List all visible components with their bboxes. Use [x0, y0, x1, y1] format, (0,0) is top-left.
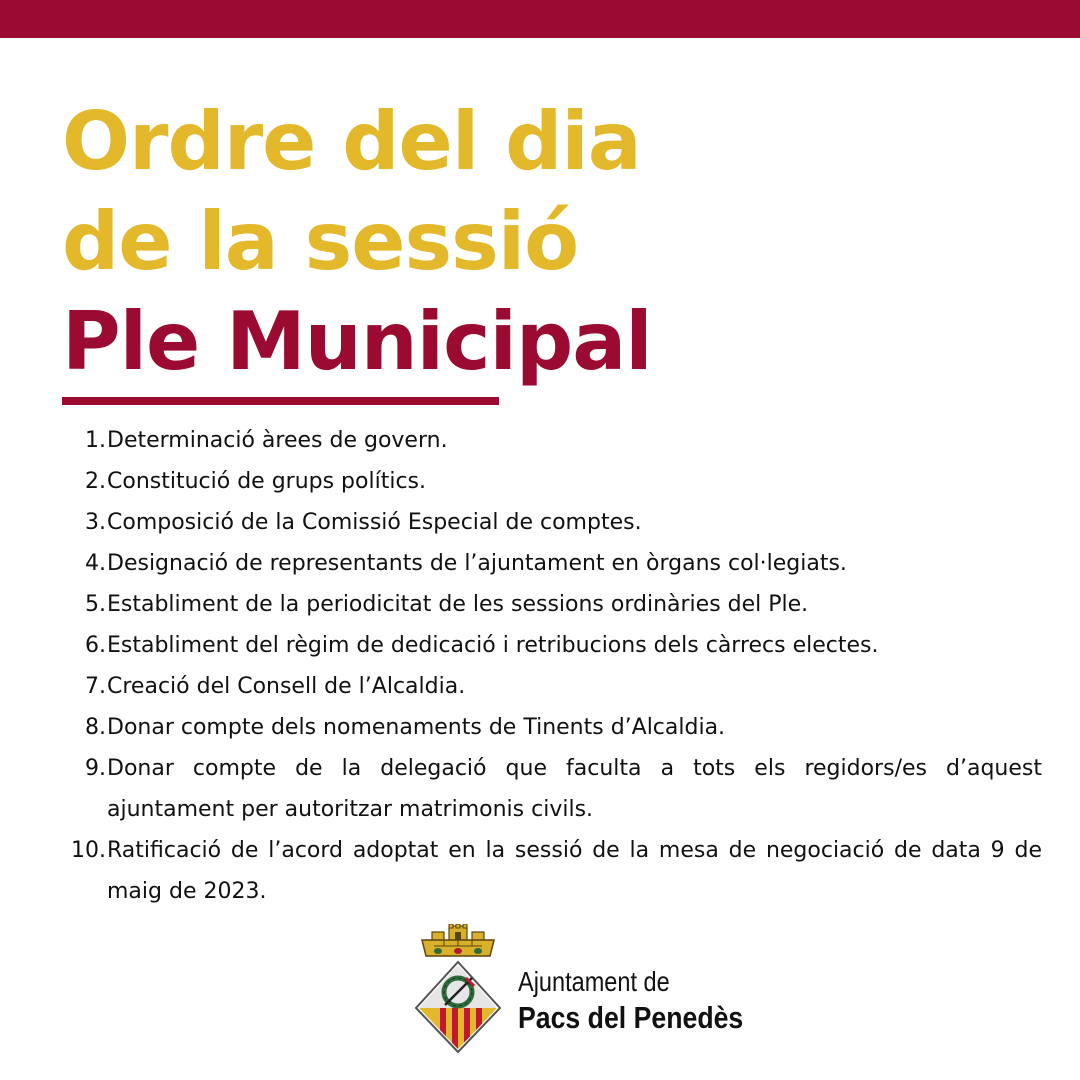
municipal-coat-of-arms-icon [414, 924, 502, 1054]
agenda-item-number: 4. [85, 551, 106, 576]
agenda-item-number: 2. [85, 469, 106, 494]
agenda-list [62, 420, 1042, 912]
agenda-item [62, 830, 1042, 912]
agenda-item [62, 420, 1042, 461]
agenda-item [62, 461, 1042, 502]
agenda-item-number: 8. [85, 715, 106, 740]
agenda-item-text: Constitució de grups polítics. [107, 469, 426, 494]
agenda-item-text: Ratificació de l’acord adoptat en la sessió de la mesa de negociació de data 9 de maig de 2023. [107, 838, 1042, 904]
agenda-item-text: Establiment de la periodicitat de les sessions ordinàries del Ple. [107, 592, 809, 617]
agenda-item [62, 502, 1042, 543]
agenda-item-text: Determinació àrees de govern. [107, 428, 448, 453]
org-name-line-1: Ajuntament de [518, 966, 670, 997]
agenda-item-text: Designació de representants de l’ajuntament en òrgans col·legiats. [107, 551, 847, 576]
agenda-item-number: 7. [85, 674, 106, 699]
municipality-logo [414, 924, 754, 1056]
title-divider [62, 397, 499, 405]
page-subtitle: Ple Municipal [62, 295, 652, 388]
agenda-item-number: 5. [85, 592, 106, 617]
agenda-item-number: 10. [71, 838, 106, 863]
agenda-item-number: 3. [85, 510, 106, 535]
agenda-item [62, 666, 1042, 707]
agenda-item-text: Donar compte de la delegació que faculta a tots els regidors/es d’aquest ajuntament per autoritzar matrimonis civils. [107, 756, 1042, 822]
agenda-item-text: Donar compte dels nomenaments de Tinents d’Alcaldia. [107, 715, 726, 740]
agenda-item-text: Creació del Consell de l’Alcaldia. [107, 674, 466, 699]
top-accent-bar [0, 0, 1080, 38]
agenda-item [62, 543, 1042, 584]
agenda-item-number: 1. [85, 428, 106, 453]
title-block [62, 92, 1022, 392]
agenda-item-number: 6. [85, 633, 106, 658]
agenda-item [62, 707, 1042, 748]
agenda-item [62, 584, 1042, 625]
agenda-item-text: Establiment del règim de dedicació i retribucions dels càrrecs electes. [107, 633, 879, 658]
agenda-item-text: Composició de la Comissió Especial de comptes. [107, 510, 642, 535]
agenda-item [62, 748, 1042, 830]
agenda-item-number: 9. [85, 756, 106, 781]
agenda-item [62, 625, 1042, 666]
page-title-line-1: Ordre del dia [62, 95, 641, 188]
org-name-line-2: Pacs del Penedès [518, 1000, 744, 1035]
page-title-line-2: de la sessió [62, 195, 579, 288]
